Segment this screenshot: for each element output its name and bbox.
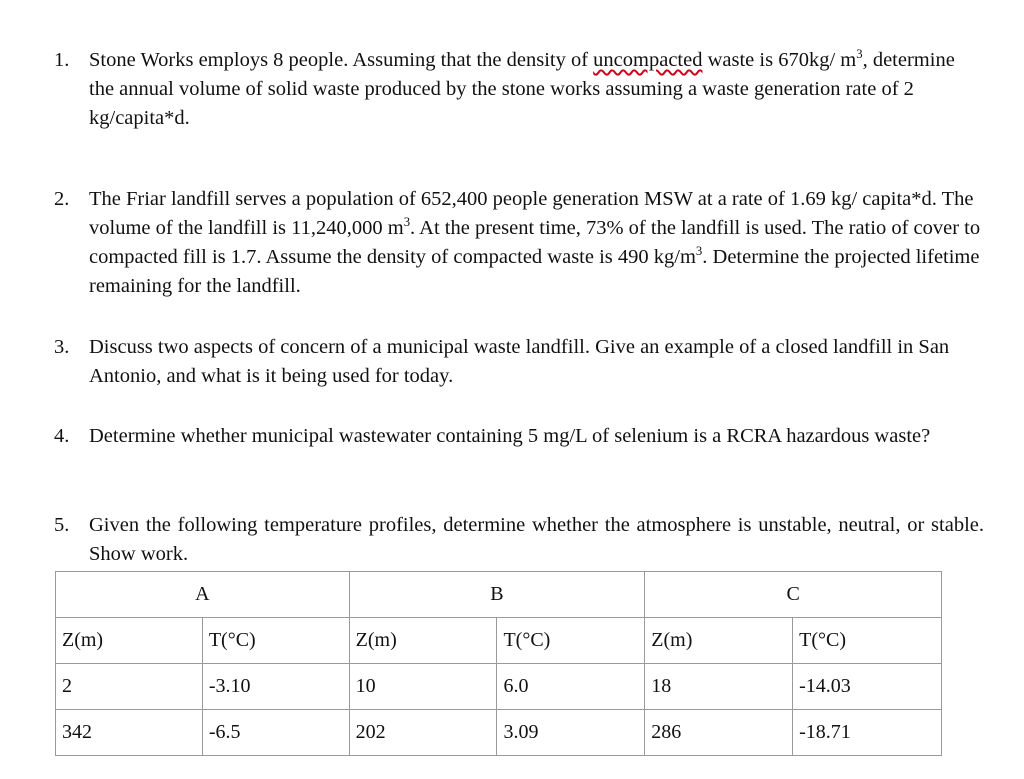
table-cell: 10 <box>349 664 497 710</box>
table-row <box>56 664 942 710</box>
table-cell: 342 <box>56 710 203 756</box>
column-header: T(°C) <box>497 618 645 664</box>
column-header: Z(m) <box>56 618 203 664</box>
question-text: Discuss two aspects of concern of a municipal waste landfill. Give an example of a closed landfill in San Antonio, and what is it being used for today. <box>89 336 950 387</box>
question-text: Given the following temperature profiles, determine whether the atmosphere is unstable, neutral, or stable. Show work. <box>89 514 984 565</box>
question-number: 1. <box>54 49 70 71</box>
question-5 <box>54 511 984 569</box>
question-text: Determine whether municipal wastewater containing 5 mg/L of selenium is a RCRA hazardous waste? <box>89 425 931 447</box>
table-cell: -6.5 <box>202 710 349 756</box>
table-cell: -3.10 <box>202 664 349 710</box>
table-cell: -18.71 <box>793 710 942 756</box>
group-header-c: C <box>645 572 942 618</box>
temperature-profile-table <box>55 571 942 756</box>
table-cell: 2 <box>56 664 203 710</box>
column-header: T(°C) <box>793 618 942 664</box>
table-row <box>56 710 942 756</box>
question-number: 3. <box>54 336 70 358</box>
group-header-a: A <box>56 572 350 618</box>
question-number: 2. <box>54 188 70 210</box>
table-cell: 286 <box>645 710 793 756</box>
table-cell: -14.03 <box>793 664 942 710</box>
table-cell: 18 <box>645 664 793 710</box>
column-header: Z(m) <box>349 618 497 664</box>
spellcheck-flagged-word[interactable]: uncompacted <box>593 49 703 71</box>
question-3 <box>54 333 984 391</box>
table-header-row <box>56 618 942 664</box>
question-4 <box>54 422 984 451</box>
question-2 <box>54 185 984 301</box>
group-header-b: B <box>349 572 645 618</box>
question-number: 4. <box>54 425 70 447</box>
table-cell: 202 <box>349 710 497 756</box>
column-header: T(°C) <box>202 618 349 664</box>
table-cell: 6.0 <box>497 664 645 710</box>
question-number: 5. <box>54 514 70 536</box>
table-group-row <box>56 572 942 618</box>
question-text: Stone Works employs 8 people. Assuming that the density of uncompacted waste is 670kg/ $m^3$, determine the annual volume of solid waste produced by the stone works assuming a waste generation rate of 2 kg/capita*d. <box>89 47 955 129</box>
question-1 <box>54 46 984 133</box>
column-header: Z(m) <box>645 618 793 664</box>
question-text: The Friar landfill serves a population of 652,400 people generation MSW at a rate of 1.69 kg/ capita*d. The volume of the landfill is 11,240,000 $m^3$. At the present time, 73% of the landfill is used. The ratio of cover to compacted fill is 1.7. Assume the density of compacted waste is 490 $kg/m^3$. Determine the projected lifetime remaining for the landfill. <box>89 188 981 297</box>
table-cell: 3.09 <box>497 710 645 756</box>
